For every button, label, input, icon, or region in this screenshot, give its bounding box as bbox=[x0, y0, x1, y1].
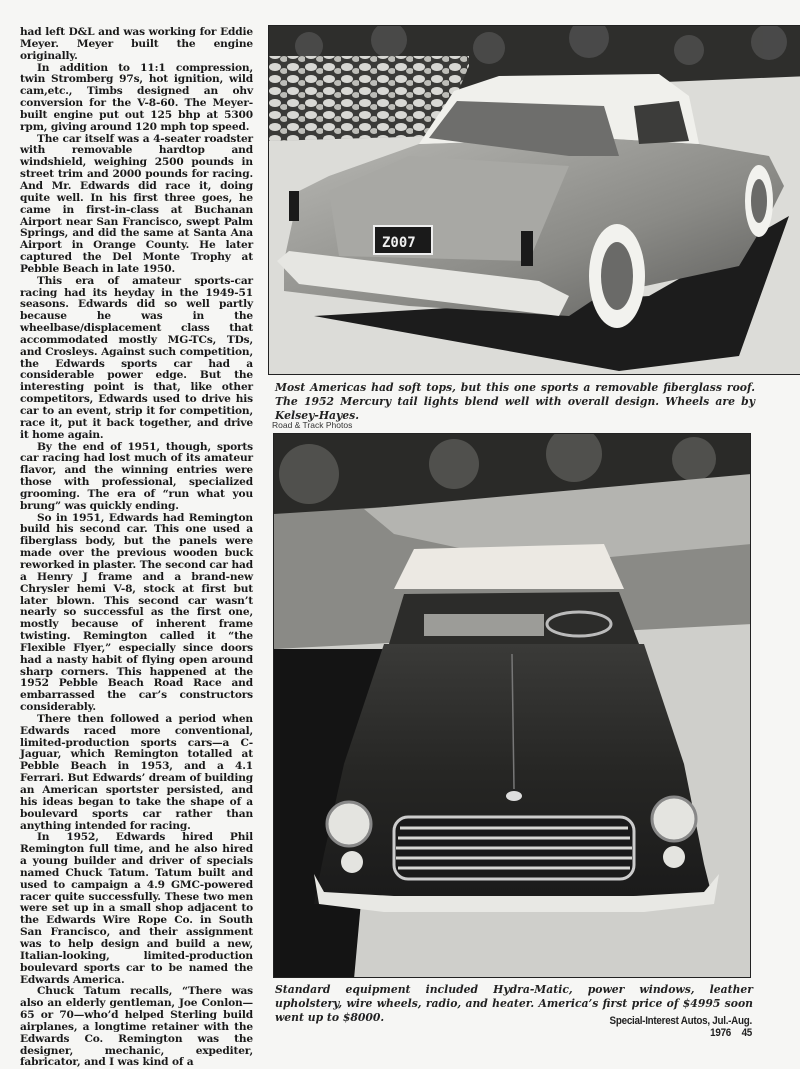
taillight-right bbox=[521, 231, 533, 266]
foglight-right bbox=[663, 846, 685, 868]
car-hardtop bbox=[394, 544, 624, 589]
license-plate-text: Z007 bbox=[382, 235, 416, 251]
page-number: 45 bbox=[741, 1027, 752, 1039]
article-paragraph: By the end of 1951, though, sports car racing had lost much of its amateur flavor, and the winning entries were those with professional, specialized grooming. The era of “run what you brung” was quickly ending. bbox=[20, 440, 253, 512]
article-column bbox=[20, 27, 253, 1069]
car-rear-illustration bbox=[269, 26, 800, 375]
photo-car-rear bbox=[268, 25, 800, 375]
photo-caption-bottom: Standard equipment included Hydra-Matic, power windows, leather upholstery, wire wheels, radio, and heater. America’s first price of $4995 soon went up to $8000. bbox=[275, 983, 753, 1024]
foglight-left bbox=[341, 851, 363, 873]
article-paragraph: Chuck Tatum recalls, “There was also an elderly gentleman, Joe Conlon—65 or 70—who’d helped Sterling build airplanes, a longtime retainer with the Edwards Co. Remington was the designer, mechanic, expediter, fabricator, and I was kind of a bbox=[20, 985, 253, 1069]
taillight-left bbox=[289, 191, 299, 221]
car-front-illustration bbox=[274, 434, 751, 978]
photo-car-front bbox=[273, 433, 751, 978]
wire-wheel-rear bbox=[601, 242, 633, 310]
photo-caption-top: Most Americas had soft tops, but this one sports a removable fiberglass roof. The 1952 Mercury tail lights blend well with overall design. Wheels are by Kelsey-Hayes. bbox=[275, 381, 755, 422]
article-paragraph: This era of amateur sports-car racing had its heyday in the 1949-51 seasons. Edwards did so well partly because he was in the wheelbase/displacement class that accommodated mostly MG-TCs, TDs, and Crosleys. Against such competition, the Edwards sports car had a considerable power edge. But the interesting point is that, like other competitors, Edwards used to drive his car to an event, strip it for competition, race it, put it back together, and drive it home again. bbox=[20, 274, 253, 441]
article-paragraph: So in 1951, Edwards had Remington build his second car. This one used a fiberglass body, but the panels were made over the previous wooden buck reworked in plaster. The second car had a Henry J frame and a brand-new Chrysler hemi V-8, stock at first but later blown. This second car wasn’t nearly so successful as the first one, mostly because of inherent frame twisting. Remington called it “the Flexible Flyer,” especially since doors had a nasty habit of flying open around sharp corners. This happened at the 1952 Pebble Beach Road Race and embarrassed the car’s constructors considerably. bbox=[20, 511, 253, 714]
article-paragraph: There then followed a period when Edwards raced more conventional, limited-production sports cars—a C-Jaguar, which Remington totalled at Pebble Beach in 1953, and a 4.1 Ferrari. But Edwards’ dream of building an American sportster persisted, and his ideas began to take the shape of a boulevard sports car rather than anything intended for racing. bbox=[20, 712, 253, 832]
wire-wheel-front bbox=[751, 179, 767, 223]
article-paragraph: The car itself was a 4-seater roadster with removable hardtop and windshield, weighing 2500 pounds in street trim and 2000 pounds for racing. And Mr. Edwards did race it, doing quite well. In his first three goes, he came in first-in-class at Buchanan Airport near San Francisco, swept Palm Springs, and did the same at Santa Ana Airport in Orange County. He later captured the Del Monte Trophy at Pebble Beach in late 1950. bbox=[20, 132, 253, 275]
photo-credit: Road & Track Photos bbox=[272, 420, 353, 430]
seat-back bbox=[424, 614, 544, 636]
hood-emblem bbox=[506, 791, 522, 801]
article-paragraph: In addition to 11:1 compression, twin Stromberg 97s, hot ignition, wild cam,etc., Timbs designed an ohv conversion for the V-8-60. The Meyer-built engine put out 125 bhp at 5300 rpm, giving around 120 mph top speed. bbox=[20, 61, 253, 133]
publication-name: Special-Interest Autos, Jul.-Aug. 1976 bbox=[609, 1015, 752, 1039]
article-paragraph: had left D&L and was working for Eddie Meyer. Meyer built the engine originally. bbox=[20, 26, 253, 62]
headlight-left bbox=[327, 802, 371, 846]
article-paragraph: In 1952, Edwards hired Phil Remington full time, and he also hired a young builder and driver of specials named Chuck Tatum. Tatum built and used to campaign a 4.9 GMC-powered racer quite successfully. These two men were set up in a small shop adjacent to the Edwards Wire Rope Co. in South San Francisco, and their assignment was to help design and build a new, Italian-looking, limited-production boulevard sports car to be named the Edwards America. bbox=[20, 831, 253, 986]
front-grille bbox=[394, 817, 634, 879]
page-footer bbox=[565, 1015, 752, 1039]
headlight-right bbox=[652, 797, 696, 841]
